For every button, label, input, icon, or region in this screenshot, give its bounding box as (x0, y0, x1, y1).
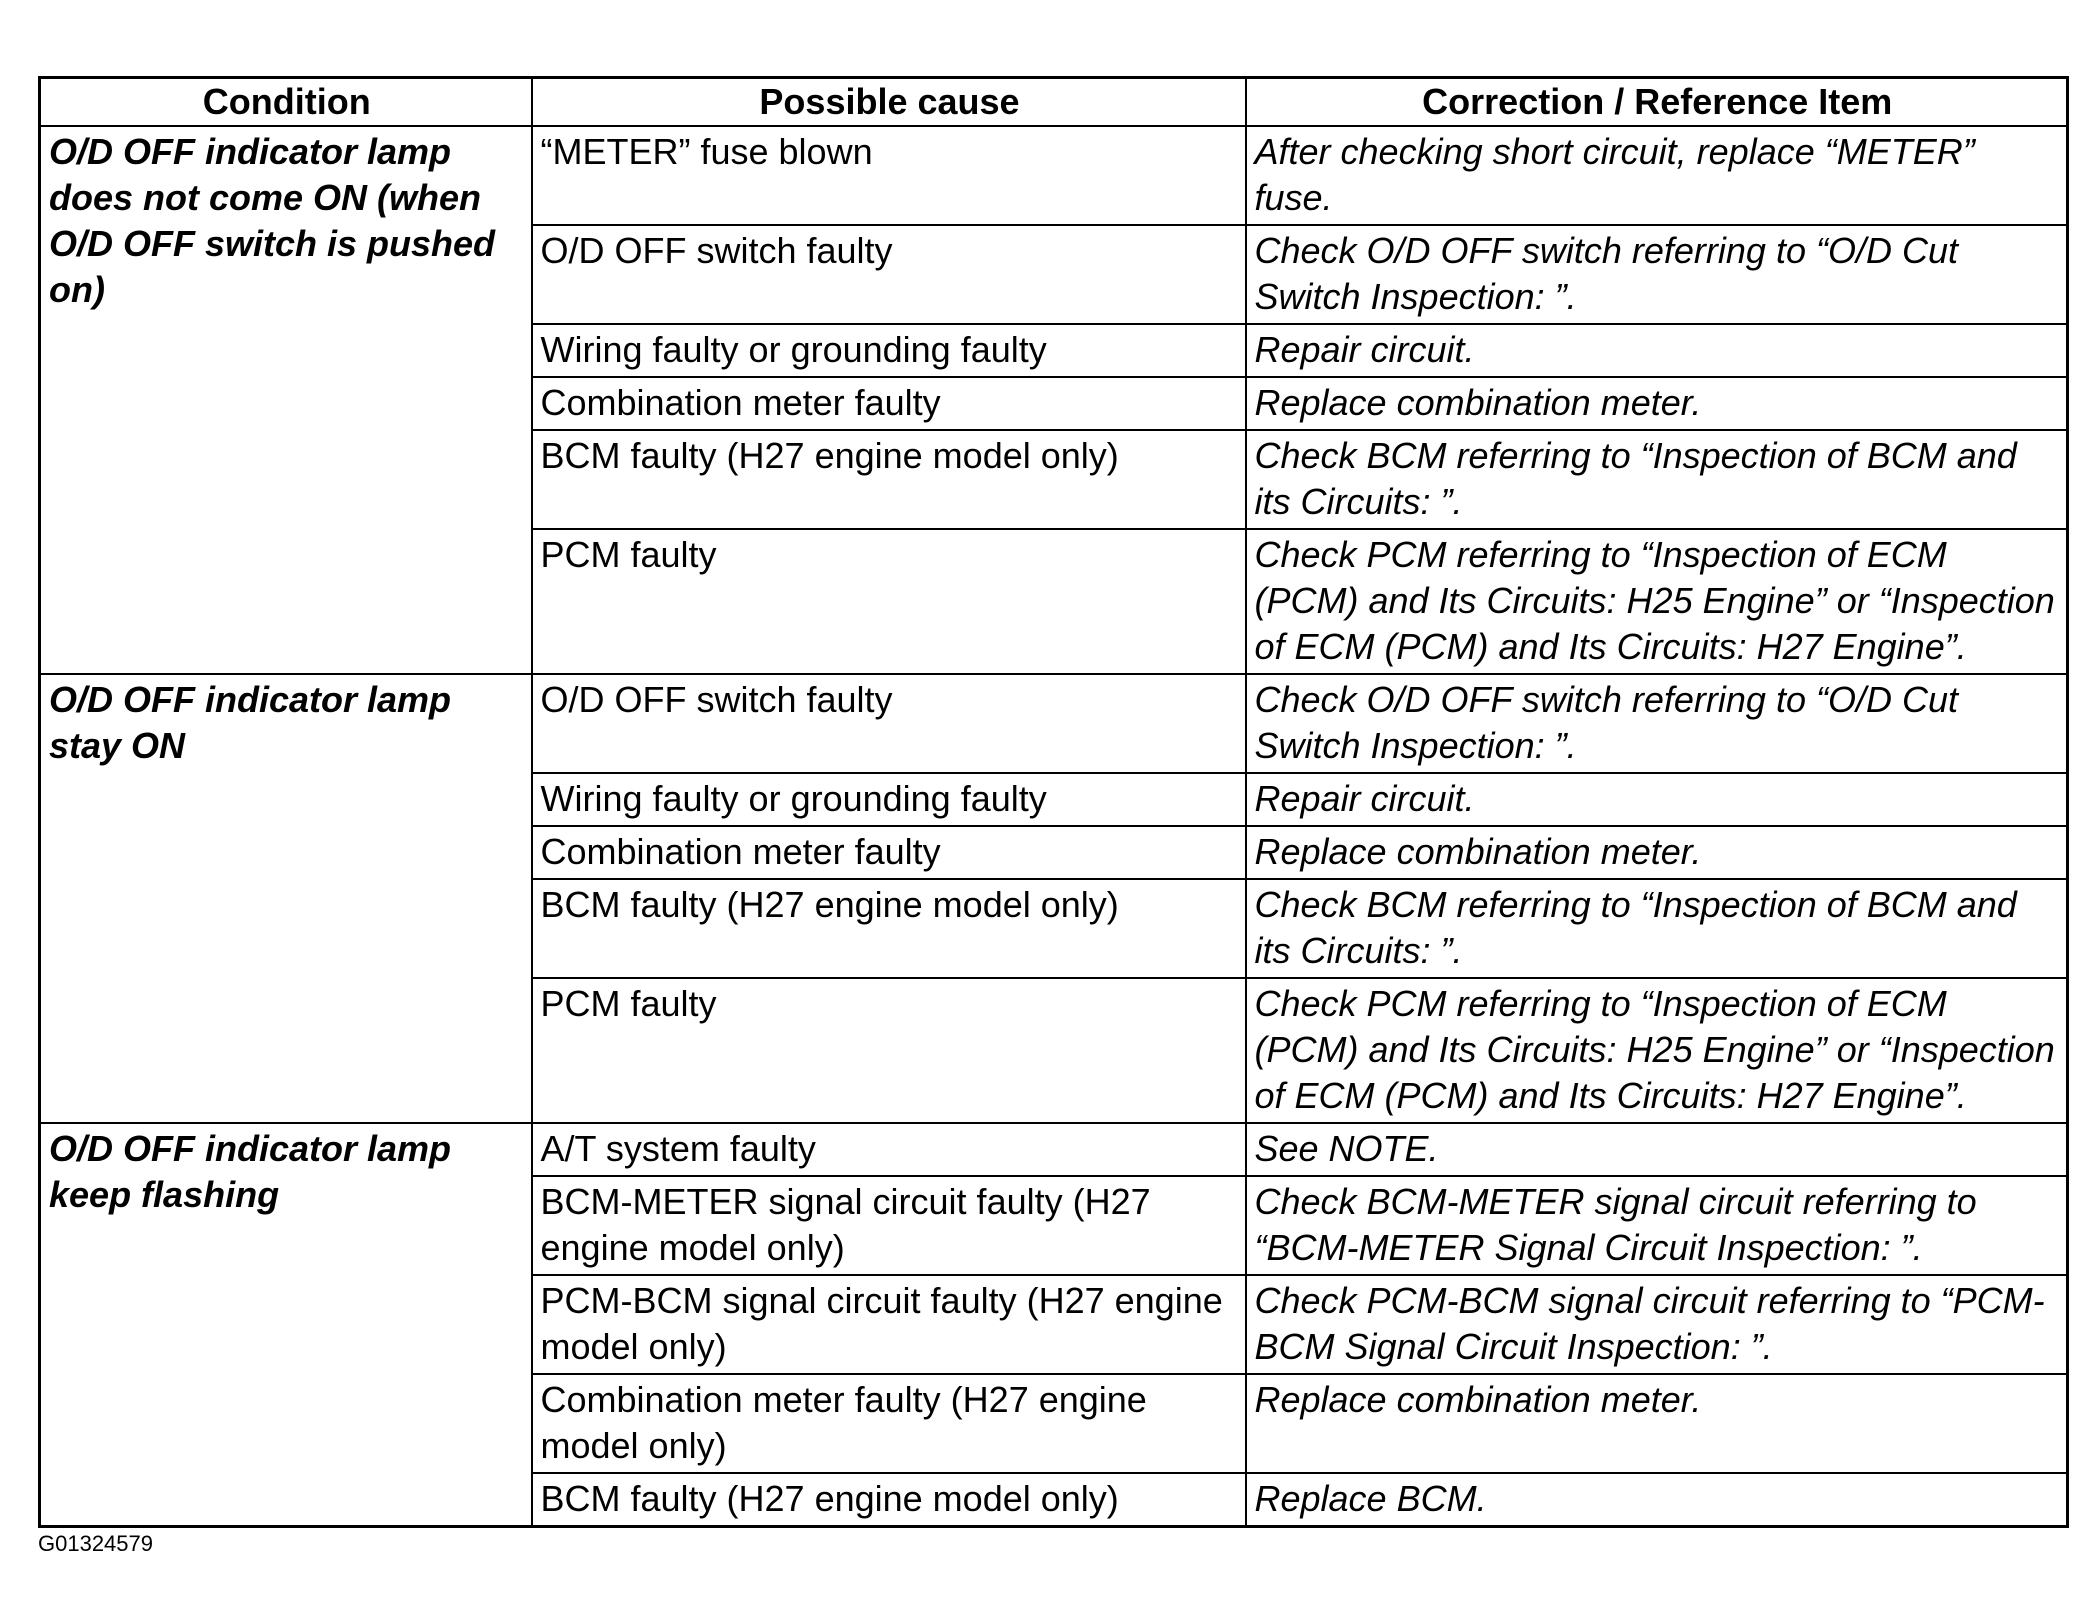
correction-cell: Check BCM-METER signal circuit referring to “BCM-METER Signal Circuit Inspection: ”. (1246, 1176, 2068, 1275)
correction-cell: See NOTE. (1246, 1123, 2068, 1176)
header-condition: Condition (40, 78, 532, 127)
cause-cell: BCM faulty (H27 engine model only) (532, 1473, 1246, 1527)
correction-cell: Check PCM referring to “Inspection of ECM (PCM) and Its Circuits: H25 Engine” or “Inspection of ECM (PCM) and Its Circuits: H27 Engine”. (1246, 978, 2068, 1123)
condition-cell: O/D OFF indicator lamp stay ON (40, 674, 532, 1123)
cause-cell: Combination meter faulty (532, 826, 1246, 879)
cause-cell: PCM faulty (532, 529, 1246, 674)
cause-cell: O/D OFF switch faulty (532, 225, 1246, 324)
cause-cell: Wiring faulty or grounding faulty (532, 773, 1246, 826)
cause-cell: “METER” fuse blown (532, 126, 1246, 225)
header-row (40, 78, 2068, 127)
cause-cell: Wiring faulty or grounding faulty (532, 324, 1246, 377)
correction-cell: Replace BCM. (1246, 1473, 2068, 1527)
figure-id: G01324579 (38, 1531, 153, 1556)
correction-cell: Repair circuit. (1246, 324, 2068, 377)
correction-cell: Check O/D OFF switch referring to “O/D Cut Switch Inspection: ”. (1246, 674, 2068, 773)
cause-cell: Combination meter faulty (H27 engine model only) (532, 1374, 1246, 1473)
correction-cell: Replace combination meter. (1246, 1374, 2068, 1473)
table-row (40, 1123, 2068, 1176)
correction-cell: Replace combination meter. (1246, 377, 2068, 430)
correction-cell: Check O/D OFF switch referring to “O/D Cut Switch Inspection: ”. (1246, 225, 2068, 324)
header-correction: Correction / Reference Item (1246, 78, 2068, 127)
cause-cell: PCM-BCM signal circuit faulty (H27 engine model only) (532, 1275, 1246, 1374)
correction-cell: After checking short circuit, replace “METER” fuse. (1246, 126, 2068, 225)
cause-cell: PCM faulty (532, 978, 1246, 1123)
diagnosis-table (38, 76, 2069, 1528)
cause-cell: BCM faulty (H27 engine model only) (532, 879, 1246, 978)
correction-cell: Repair circuit. (1246, 773, 2068, 826)
cause-cell: Combination meter faulty (532, 377, 1246, 430)
correction-cell: Check PCM-BCM signal circuit referring to “PCM-BCM Signal Circuit Inspection: ”. (1246, 1275, 2068, 1374)
table-row (40, 674, 2068, 773)
cause-cell: BCM faulty (H27 engine model only) (532, 430, 1246, 529)
header-possible-cause: Possible cause (532, 78, 1246, 127)
correction-cell: Check PCM referring to “Inspection of ECM (PCM) and Its Circuits: H25 Engine” or “Inspection of ECM (PCM) and Its Circuits: H27 Engine”. (1246, 529, 2068, 674)
condition-cell: O/D OFF indicator lamp does not come ON (when O/D OFF switch is pushed on) (40, 126, 532, 674)
cause-cell: O/D OFF switch faulty (532, 674, 1246, 773)
condition-cell: O/D OFF indicator lamp keep flashing (40, 1123, 532, 1527)
cause-cell: A/T system faulty (532, 1123, 1246, 1176)
cause-cell: BCM-METER signal circuit faulty (H27 engine model only) (532, 1176, 1246, 1275)
correction-cell: Replace combination meter. (1246, 826, 2068, 879)
correction-cell: Check BCM referring to “Inspection of BCM and its Circuits: ”. (1246, 879, 2068, 978)
correction-cell: Check BCM referring to “Inspection of BCM and its Circuits: ”. (1246, 430, 2068, 529)
table-row (40, 126, 2068, 225)
